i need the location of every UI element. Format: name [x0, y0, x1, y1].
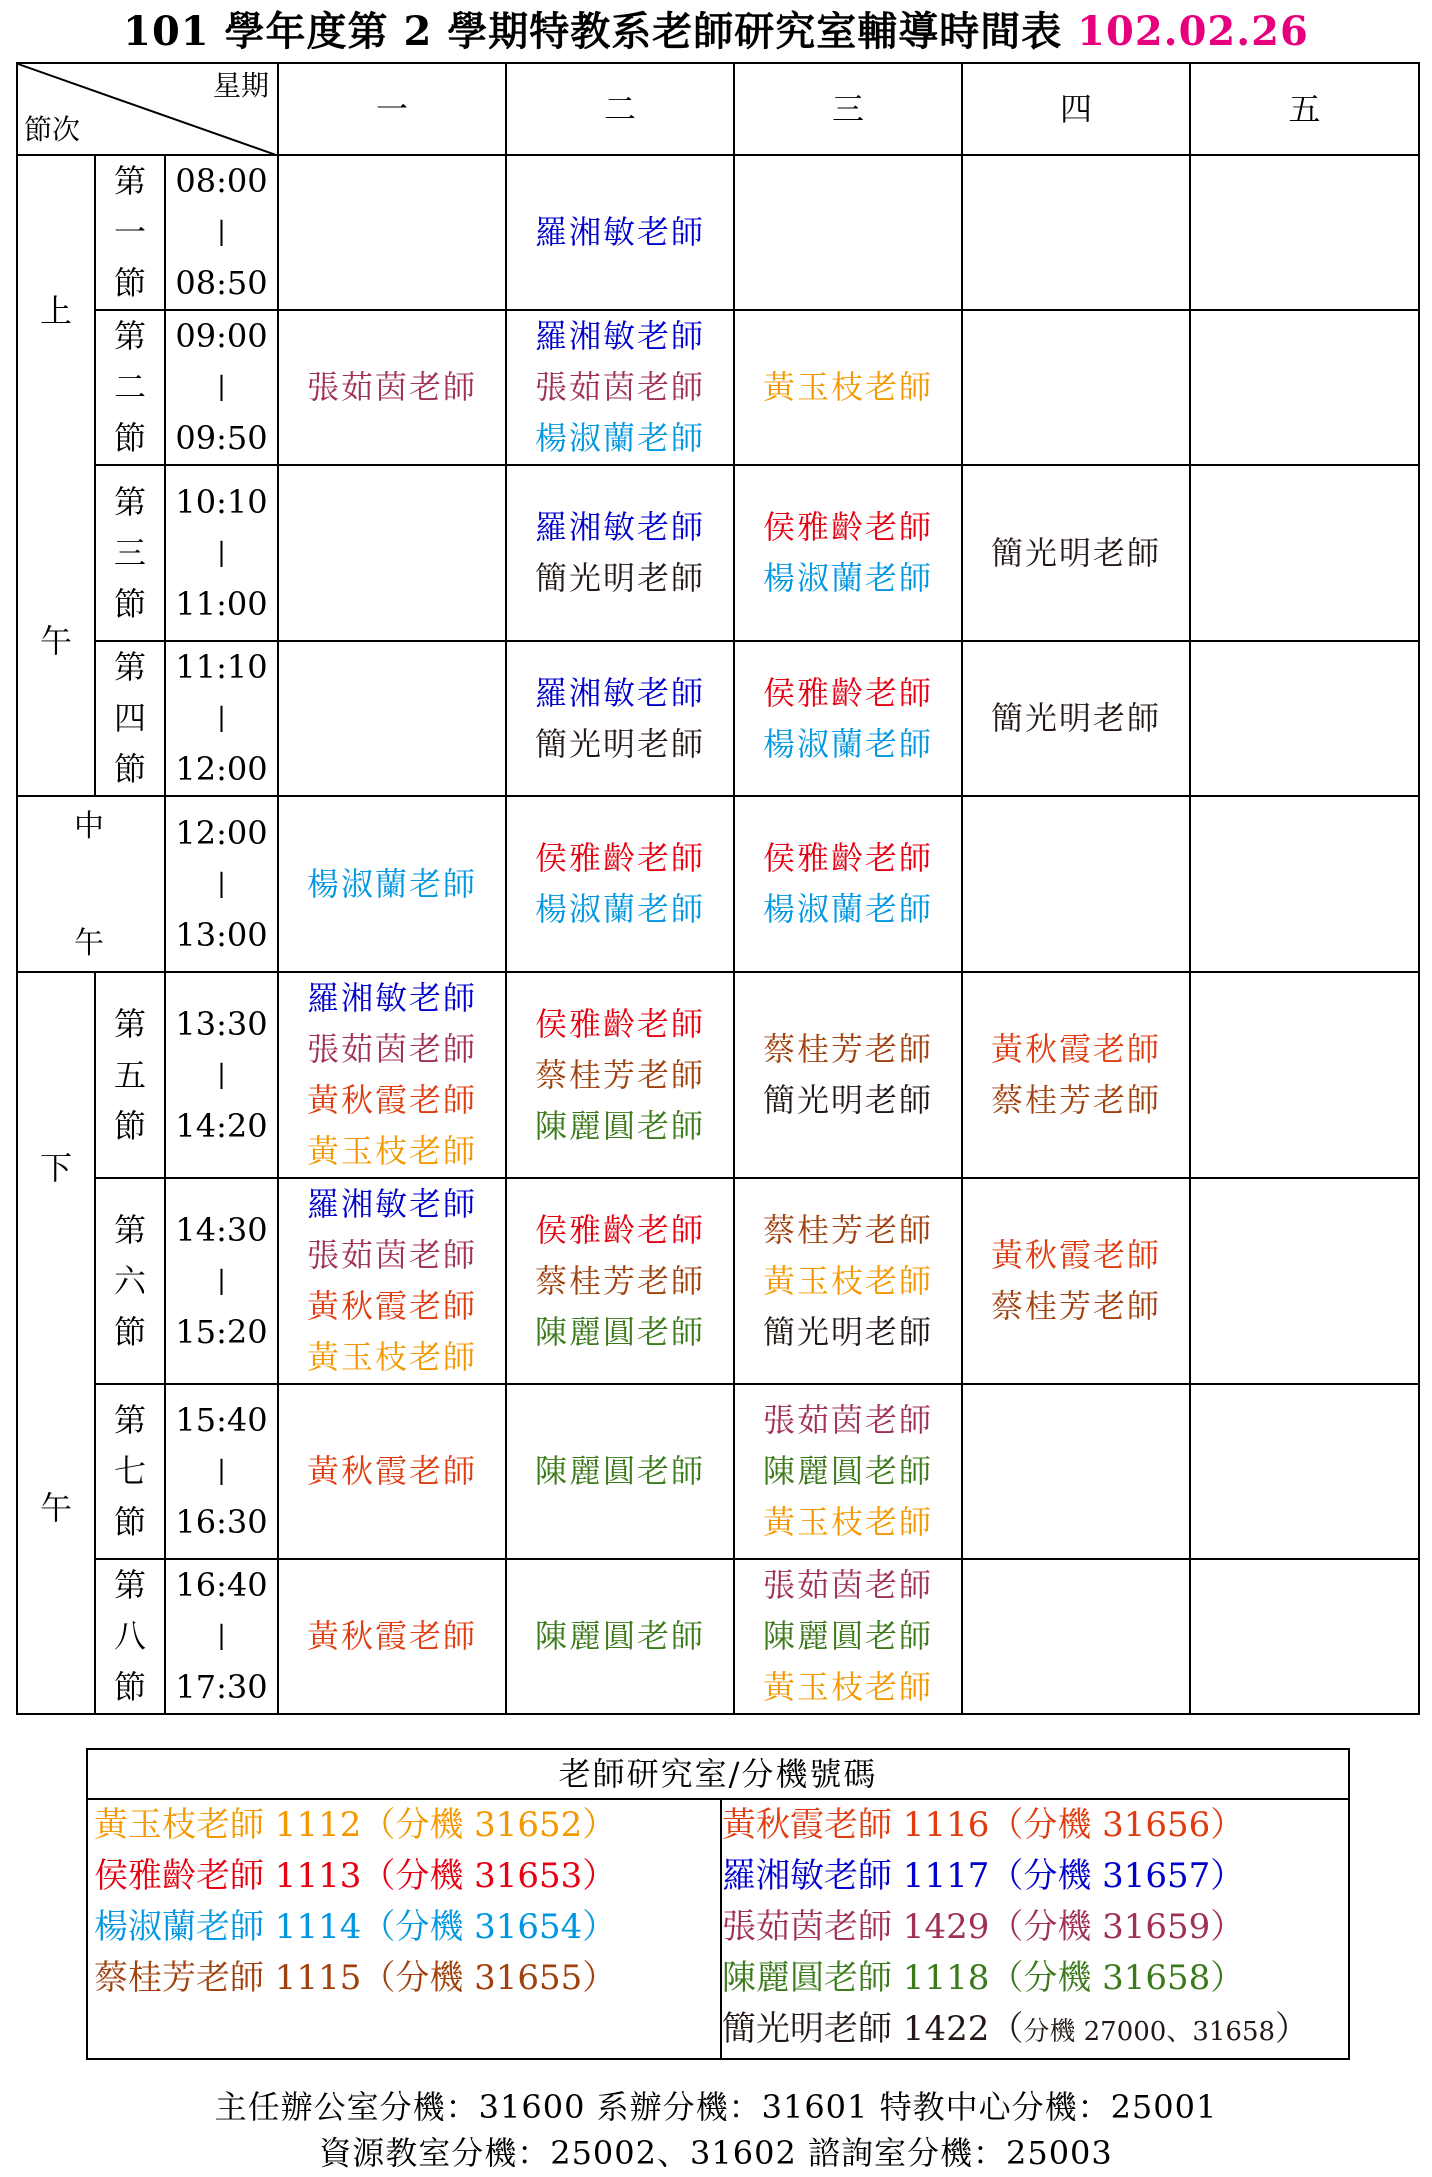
period-row	[17, 1384, 1419, 1559]
time-start: 15:40	[175, 1401, 268, 1439]
teacher-entry: 楊淑蘭老師	[307, 864, 478, 903]
period-time	[165, 1384, 278, 1559]
contact-entry: 黃玉枝老師 1112（分機 31652）	[94, 1805, 617, 1845]
period-time	[165, 310, 278, 465]
time-separator: |	[217, 217, 226, 247]
teacher-entry: 黃玉枝老師	[763, 368, 934, 406]
teacher-entry: 陳麗圓老師	[763, 1452, 934, 1490]
time-separator: |	[217, 868, 226, 899]
section-afternoon-top: 下	[39, 1149, 72, 1187]
period-name-char: 四	[113, 699, 146, 737]
schedule-cell	[506, 1384, 734, 1559]
time-start: 14:30	[175, 1210, 268, 1249]
contact-box	[86, 1748, 1350, 2060]
teacher-entry: 黃玉枝老師	[763, 1261, 934, 1300]
period-row	[17, 1178, 1419, 1384]
teacher-entry: 黃秋霞老師	[307, 1452, 478, 1490]
time-start: 08:00	[175, 162, 268, 200]
teacher-entry: 簡光明老師	[535, 724, 706, 763]
period-time	[165, 465, 278, 641]
teacher-entry: 羅湘敏老師	[535, 508, 706, 546]
title-date: 102.02.26	[1077, 8, 1309, 55]
period-name-char: 第	[113, 1401, 146, 1439]
schedule-cell	[506, 641, 734, 796]
teacher-entry: 蔡桂芳老師	[763, 1030, 934, 1068]
period-name-char: 五	[113, 1055, 146, 1094]
period-name-char: 第	[113, 482, 146, 521]
teacher-entry: 羅湘敏老師	[307, 1185, 478, 1223]
teacher-entry: 楊淑蘭老師	[763, 890, 934, 928]
period-name-char: 節	[113, 750, 146, 788]
period-name-char: 第	[113, 1566, 146, 1604]
period-row	[17, 641, 1419, 796]
teacher-entry: 楊淑蘭老師	[763, 724, 934, 763]
teacher-entry: 黃秋霞老師	[991, 1030, 1162, 1068]
teacher-entry: 蔡桂芳老師	[991, 1287, 1162, 1325]
teacher-entry: 羅湘敏老師	[307, 979, 478, 1017]
schedule-cell	[1190, 796, 1419, 972]
contact-entry: 張茹茵老師 1429（分機 31659）	[722, 1907, 1245, 1947]
teacher-entry: 侯雅齡老師	[535, 839, 706, 877]
schedule-cell	[278, 1559, 506, 1714]
period-row	[17, 972, 1419, 1178]
section-afternoon-bottom: 午	[39, 1489, 72, 1527]
schedule-cell	[734, 1178, 962, 1384]
contact-entry-close: ）	[1275, 2009, 1310, 2049]
period-name	[95, 1178, 165, 1384]
schedule-cell	[962, 1178, 1190, 1384]
schedule-cell	[278, 641, 506, 796]
period-name	[95, 641, 165, 796]
teacher-entry: 羅湘敏老師	[535, 317, 706, 355]
period-caption: 節次	[24, 113, 81, 146]
contact-entry-main: 簡光明老師 1422（	[722, 2009, 1024, 2049]
teacher-entry: 簡光明老師	[763, 1312, 934, 1351]
schedule-cell	[1190, 972, 1419, 1178]
schedule-cell	[962, 972, 1190, 1178]
period-name-char: 節	[113, 419, 146, 457]
period-time	[165, 641, 278, 796]
period-name-char: 第	[113, 162, 146, 200]
period-name-char: 第	[113, 1004, 146, 1043]
period-name-char: 六	[113, 1261, 146, 1300]
contact-entry: 黃秋霞老師 1116（分機 31656）	[722, 1805, 1245, 1845]
schedule-cell	[1190, 1384, 1419, 1559]
day-header-4: 四	[962, 63, 1190, 155]
schedule-cell	[734, 1559, 962, 1714]
period-time	[165, 972, 278, 1178]
section-morning-bottom: 午	[39, 622, 72, 660]
period-row	[17, 465, 1419, 641]
teacher-entry: 張茹茵老師	[307, 1236, 478, 1274]
title-text: 101 學年度第 2 學期特教系老師研究室輔導時間表	[123, 8, 1063, 55]
teacher-entry: 侯雅齡老師	[763, 508, 934, 546]
schedule-cell	[734, 972, 962, 1178]
footer-line-2: 資源教室分機：25002、31602 諮詢室分機：25003	[319, 2134, 1113, 2172]
time-separator: |	[217, 372, 226, 402]
schedule-cell	[734, 1384, 962, 1559]
period-name-char: 八	[113, 1617, 146, 1655]
schedule-cell	[506, 310, 734, 465]
period-name	[95, 972, 165, 1178]
teacher-entry: 陳麗圓老師	[535, 1106, 706, 1145]
teacher-entry: 蔡桂芳老師	[991, 1081, 1162, 1119]
contact-entry-ext: 分機 27000、31658	[1023, 2017, 1276, 2047]
contact-entry: 陳麗圓老師 1118（分機 31658）	[722, 1958, 1245, 1998]
period-time	[165, 1178, 278, 1384]
schedule-cell	[1190, 1178, 1419, 1384]
schedule-cell	[278, 1178, 506, 1384]
period-row	[17, 310, 1419, 465]
period-name	[95, 1559, 165, 1714]
schedule-cell	[1190, 641, 1419, 796]
contact-right-column	[716, 1800, 1342, 2058]
schedule-cell	[962, 310, 1190, 465]
corner-cell	[17, 63, 278, 155]
teacher-entry: 羅湘敏老師	[535, 673, 706, 712]
teacher-entry: 侯雅齡老師	[763, 839, 934, 877]
teacher-entry: 黃秋霞老師	[991, 1236, 1162, 1274]
time-separator: |	[217, 1265, 226, 1296]
teacher-entry: 簡光明老師	[535, 559, 706, 597]
schedule-cell	[734, 310, 962, 465]
teacher-entry: 黃玉枝老師	[763, 1668, 934, 1706]
schedule-cell	[962, 641, 1190, 796]
contact-left-column	[88, 1800, 722, 2058]
section-afternoon	[17, 972, 95, 1714]
period-name-char: 第	[113, 648, 146, 686]
period-name-char: 節	[113, 584, 146, 623]
schedule-cell	[962, 155, 1190, 310]
noon-row	[17, 796, 1419, 972]
teacher-entry: 侯雅齡老師	[763, 673, 934, 712]
teacher-entry: 陳麗圓老師	[535, 1312, 706, 1351]
time-separator: |	[217, 1621, 226, 1651]
schedule-cell	[506, 972, 734, 1178]
period-name-char: 節	[113, 264, 146, 302]
period-name	[95, 310, 165, 465]
contact-entry: 羅湘敏老師 1117（分機 31657）	[722, 1856, 1245, 1896]
period-name-char: 七	[113, 1452, 146, 1490]
schedule-cell	[1190, 155, 1419, 310]
teacher-entry: 張茹茵老師	[307, 1030, 478, 1068]
teacher-entry: 蔡桂芳老師	[535, 1055, 706, 1094]
time-end: 08:50	[175, 264, 268, 302]
day-header-5: 五	[1190, 63, 1419, 155]
time-separator: |	[217, 703, 226, 733]
time-separator: |	[217, 537, 226, 568]
teacher-entry: 黃玉枝老師	[307, 1338, 478, 1376]
teacher-entry: 黃秋霞老師	[307, 1287, 478, 1325]
teacher-entry: 侯雅齡老師	[535, 1004, 706, 1043]
schedule-cell	[734, 796, 962, 972]
period-name-char: 第	[113, 317, 146, 355]
teacher-entry: 簡光明老師	[763, 1081, 934, 1119]
schedule-cell	[1190, 465, 1419, 641]
period-name-char: 節	[113, 1312, 146, 1351]
teacher-entry: 陳麗圓老師	[535, 1452, 706, 1490]
time-start: 11:10	[175, 648, 268, 686]
section-morning	[17, 155, 95, 796]
section-morning-top: 上	[39, 292, 72, 330]
contact-entry: 侯雅齡老師 1113（分機 31653）	[94, 1856, 617, 1896]
schedule-cell	[506, 1559, 734, 1714]
time-separator: |	[217, 1059, 226, 1090]
period-time	[165, 155, 278, 310]
section-noon-bottom: 午	[74, 926, 104, 961]
period-row	[17, 1559, 1419, 1714]
schedule-cell	[962, 465, 1190, 641]
section-noon-top: 中	[74, 809, 104, 844]
period-name-char: 第	[113, 1210, 146, 1249]
schedule-cell	[278, 155, 506, 310]
teacher-entry: 楊淑蘭老師	[763, 559, 934, 597]
schedule-cell	[962, 1384, 1190, 1559]
teacher-entry: 簡光明老師	[991, 533, 1162, 572]
schedule-cell	[506, 796, 734, 972]
schedule-cell	[962, 796, 1190, 972]
teacher-entry: 張茹茵老師	[535, 368, 706, 406]
teacher-entry: 楊淑蘭老師	[535, 419, 706, 457]
schedule-cell	[278, 972, 506, 1178]
teacher-entry: 黃玉枝老師	[307, 1132, 478, 1170]
time-end: 09:50	[175, 419, 268, 457]
time-end: 11:00	[175, 584, 268, 623]
teacher-entry: 蔡桂芳老師	[535, 1261, 706, 1300]
contact-entry	[722, 2004, 1342, 2058]
time-end: 12:00	[175, 750, 268, 788]
schedule-cell	[278, 796, 506, 972]
day-header-1: 一	[278, 63, 506, 155]
contact-entry: 楊淑蘭老師 1114（分機 31654）	[94, 1907, 617, 1947]
schedule-cell	[1190, 1559, 1419, 1714]
day-header-3: 三	[734, 63, 962, 155]
period-time	[165, 1559, 278, 1714]
period-name-char: 節	[113, 1106, 146, 1145]
schedule-cell	[734, 155, 962, 310]
footer-line-1: 主任辦公室分機：31600 系辦分機：31601 特教中心分機：25001	[214, 2088, 1218, 2126]
day-header-2: 二	[506, 63, 734, 155]
schedule-cell	[278, 1384, 506, 1559]
period-name	[95, 1384, 165, 1559]
time-start: 13:30	[175, 1004, 268, 1043]
schedule-cell	[962, 1559, 1190, 1714]
schedule-cell	[506, 155, 734, 310]
schedule-table	[16, 62, 1420, 1715]
teacher-entry: 張茹茵老師	[763, 1566, 934, 1604]
period-row	[17, 155, 1419, 310]
time-end: 16:30	[175, 1503, 268, 1541]
period-name-char: 節	[113, 1503, 146, 1541]
teacher-entry: 陳麗圓老師	[763, 1617, 934, 1655]
contact-heading: 老師研究室/分機號碼	[88, 1750, 1348, 1800]
teacher-entry: 黃玉枝老師	[763, 1503, 934, 1541]
teacher-entry: 簡光明老師	[991, 699, 1162, 737]
schedule-cell	[1190, 310, 1419, 465]
schedule-cell	[278, 310, 506, 465]
time-separator: |	[217, 1456, 226, 1486]
schedule-cell	[506, 465, 734, 641]
schedule-cell	[278, 465, 506, 641]
period-time	[165, 796, 278, 972]
teacher-entry: 張茹茵老師	[763, 1401, 934, 1439]
teacher-entry: 張茹茵老師	[307, 368, 478, 406]
teacher-entry: 楊淑蘭老師	[535, 890, 706, 928]
page-title	[0, 2, 1432, 62]
header-row	[17, 63, 1419, 155]
time-start: 09:00	[175, 317, 268, 355]
period-name-char: 一	[113, 213, 146, 251]
weekday-caption: 星期	[213, 69, 270, 102]
period-name-char: 三	[113, 533, 146, 572]
time-start: 16:40	[175, 1566, 268, 1604]
schedule-cell	[734, 641, 962, 796]
time-end: 17:30	[175, 1668, 268, 1706]
section-noon	[17, 796, 165, 972]
schedule-cell	[734, 465, 962, 641]
period-name-char: 二	[113, 368, 146, 406]
teacher-entry: 黃秋霞老師	[307, 1617, 478, 1655]
time-start: 12:00	[175, 813, 268, 852]
time-start: 10:10	[175, 482, 268, 521]
teacher-entry: 羅湘敏老師	[535, 213, 706, 251]
teacher-entry: 陳麗圓老師	[535, 1617, 706, 1655]
period-name-char: 節	[113, 1668, 146, 1706]
period-name	[95, 465, 165, 641]
teacher-entry: 侯雅齡老師	[535, 1210, 706, 1249]
contact-entry: 蔡桂芳老師 1115（分機 31655）	[94, 1958, 617, 1998]
teacher-entry: 蔡桂芳老師	[763, 1210, 934, 1249]
time-end: 15:20	[175, 1312, 268, 1351]
time-end: 13:00	[175, 915, 268, 954]
period-name	[95, 155, 165, 310]
schedule-cell	[506, 1178, 734, 1384]
teacher-entry: 黃秋霞老師	[307, 1081, 478, 1119]
time-end: 14:20	[175, 1106, 268, 1145]
